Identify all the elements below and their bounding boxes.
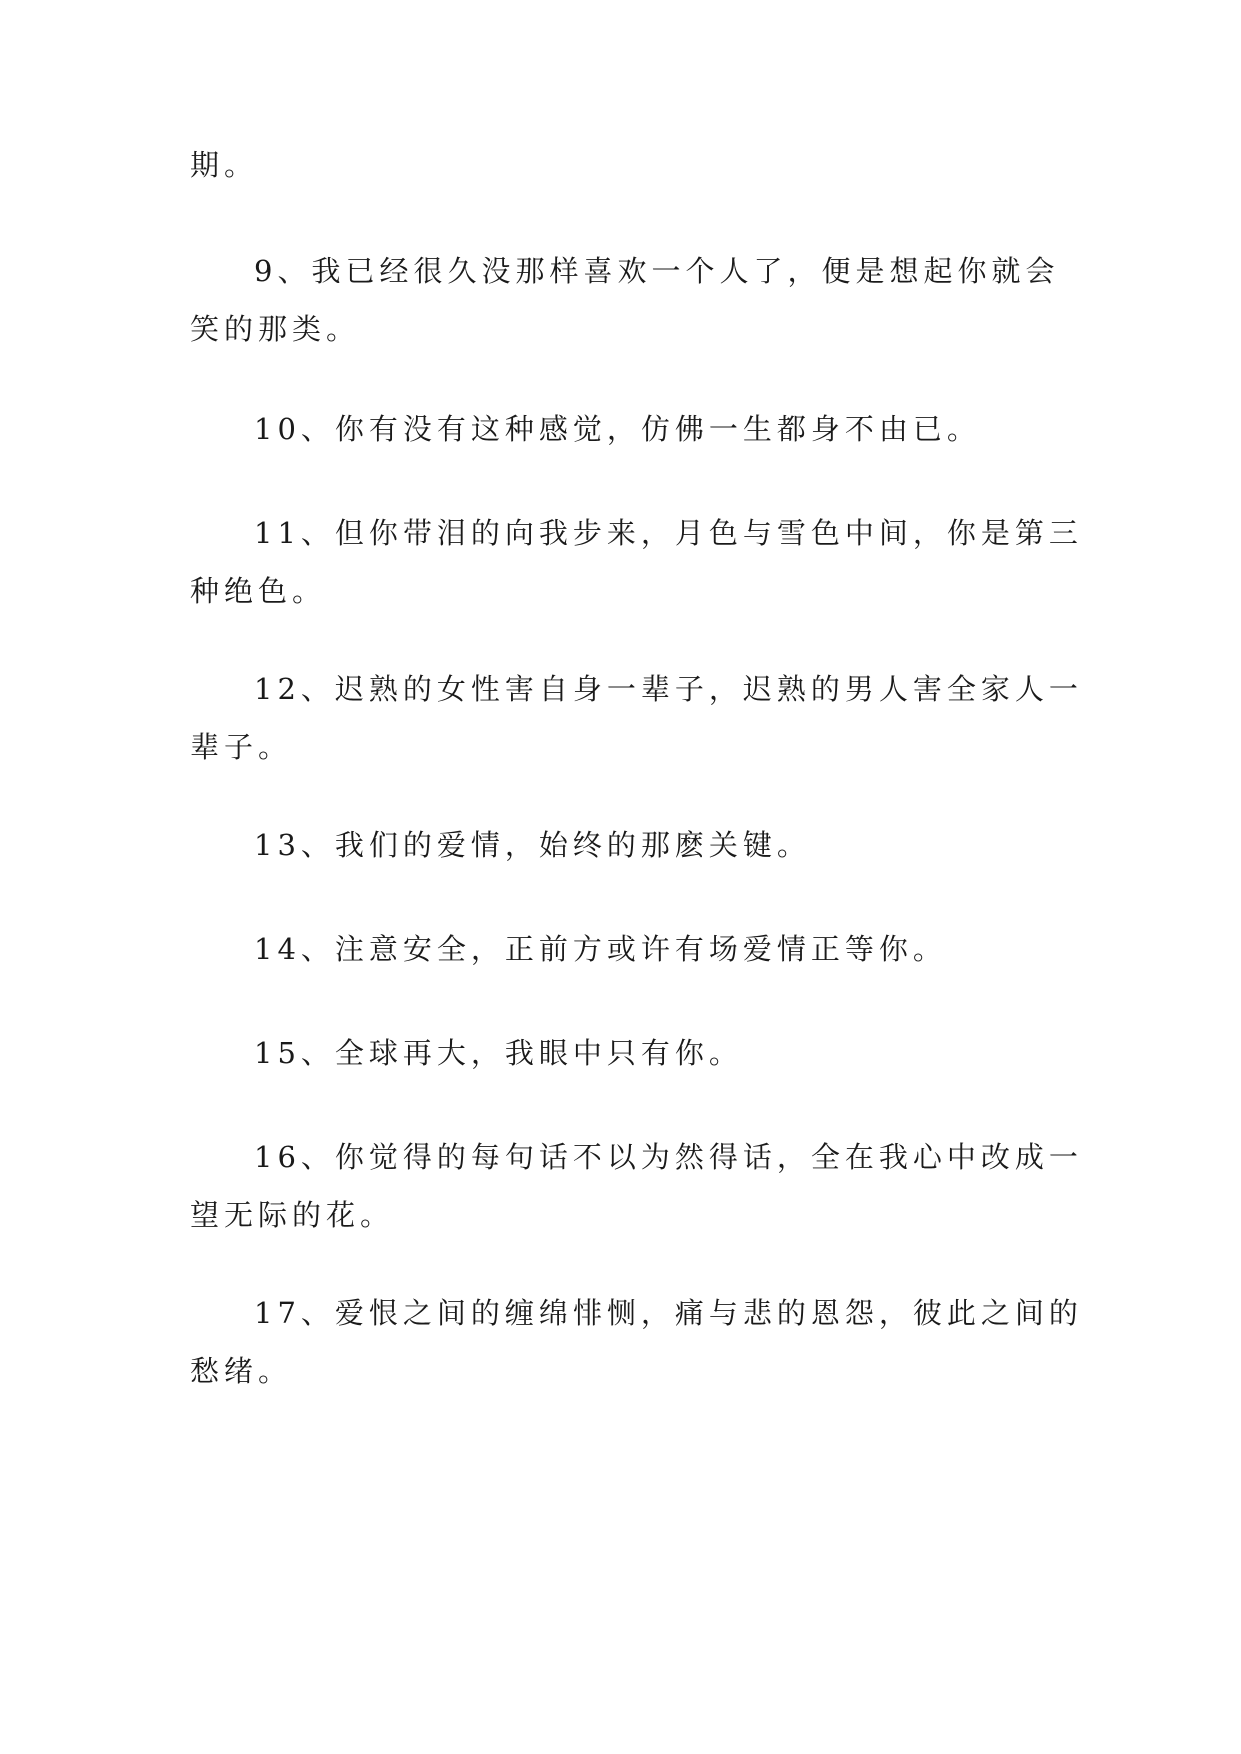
paragraph-line: 愁绪。 [190, 1354, 293, 1388]
paragraph-line: 13、我们的爱情，始终的那麽关键。 [254, 828, 811, 862]
paragraph-line: 17、爱恨之间的缠绵悱恻，痛与悲的恩怨，彼此之间的 [254, 1296, 1083, 1330]
paragraph-15 [190, 1024, 1050, 1082]
paragraph-line: 9、我已经很久没那样喜欢一个人了，便是想起你就会 [254, 254, 1060, 288]
paragraph-line: 16、你觉得的每句话不以为然得话，全在我心中改成一 [254, 1140, 1083, 1174]
paragraph-line: 14、注意安全，正前方或许有场爱情正等你。 [254, 932, 947, 966]
paragraph-14 [190, 920, 1050, 978]
paragraph-13 [190, 816, 1050, 874]
paragraph-line: 辈子。 [190, 730, 293, 764]
paragraph-17 [190, 1284, 1083, 1400]
paragraph-line: 种绝色。 [190, 574, 327, 608]
paragraph-16 [190, 1128, 1083, 1244]
paragraph-line: 期。 [190, 148, 259, 182]
paragraph-line: 10、你有没有这种感觉，仿佛一生都身不由已。 [254, 412, 981, 446]
paragraph-line: 15、全球再大，我眼中只有你。 [254, 1036, 743, 1070]
paragraph-line: 望无际的花。 [190, 1198, 395, 1232]
paragraph-continuation [190, 136, 1050, 194]
paragraph-9 [190, 242, 1060, 358]
paragraph-line: 11、但你带泪的向我步来，月色与雪色中间，你是第三 [254, 516, 1083, 550]
paragraph-11 [190, 504, 1083, 620]
paragraph-line: 12、迟熟的女性害自身一辈子，迟熟的男人害全家人一 [254, 672, 1083, 706]
paragraph-10 [190, 400, 1050, 458]
paragraph-line: 笑的那类。 [190, 312, 361, 346]
paragraph-12 [190, 660, 1083, 776]
